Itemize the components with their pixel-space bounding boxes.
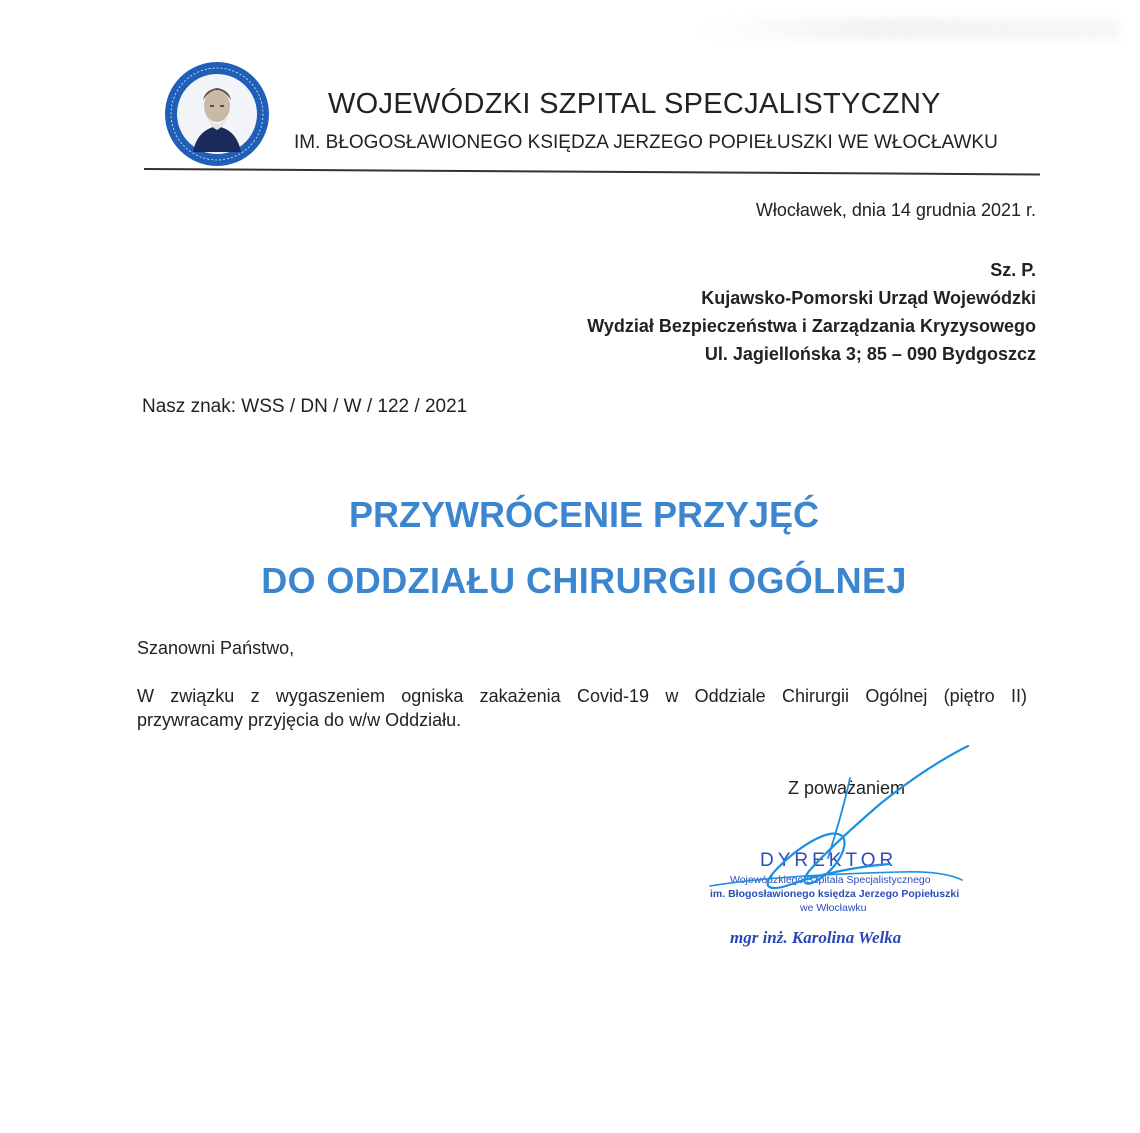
document-title-line2: DO ODDZIAŁU CHIRURGII OGÓLNEJ (261, 560, 907, 601)
recipient-line: Sz. P. (990, 260, 1036, 280)
portrait-seal-icon (163, 60, 271, 168)
reference-number: Nasz znak: WSS / DN / W / 122 / 2021 (142, 396, 468, 417)
institution-subname: IM. BŁOGOSŁAWIONEGO KSIĘDZA JERZEGO POPIEŁUSZKI WE WŁOCŁAWKU (294, 132, 998, 153)
recipient-line: Kujawsko-Pomorski Urząd Wojewódzki (701, 288, 1036, 308)
recipient-line: Ul. Jagiellońska 3; 85 – 090 Bydgoszcz (704, 344, 1036, 364)
stamp-line: Wojewódzkiego Szpitala Specjalistycznego (730, 874, 931, 886)
recipient-block (587, 256, 1036, 368)
institution-name: WOJEWÓDZKI SZPITAL SPECJALISTYCZNY (328, 88, 941, 120)
body-line: przywracamy przyjęcia do w/w Oddziału. (137, 710, 462, 730)
stamp-signer: mgr inż. Karolina Welka (730, 928, 902, 947)
scan-artifact (700, 18, 1120, 40)
stamp-title: DYREKTOR (760, 850, 898, 871)
stamp-line: im. Błogosławionego księdza Jerzego Popiełuszki (710, 888, 960, 900)
closing-phrase: Z poważaniem (788, 778, 906, 798)
signature-scribble (700, 740, 980, 910)
date-line: Włocławek, dnia 14 grudnia 2021 r. (755, 200, 1036, 220)
header-divider (144, 168, 1040, 175)
document-title-line1: PRZYWRÓCENIE PRZYJĘĆ (348, 494, 820, 535)
recipient-line: Wydział Bezpieczeństwa i Zarządzania Kryzysowego (587, 316, 1036, 336)
body-paragraph (137, 684, 1027, 732)
salutation: Szanowni Państwo, (137, 638, 295, 658)
stamp-line: we Włocławku (800, 902, 867, 914)
body-line: W związku z wygaszeniem ogniska zakażenia Covid-19 w Oddziale Chirurgii Ogólnej (piętro II) (137, 686, 1027, 706)
